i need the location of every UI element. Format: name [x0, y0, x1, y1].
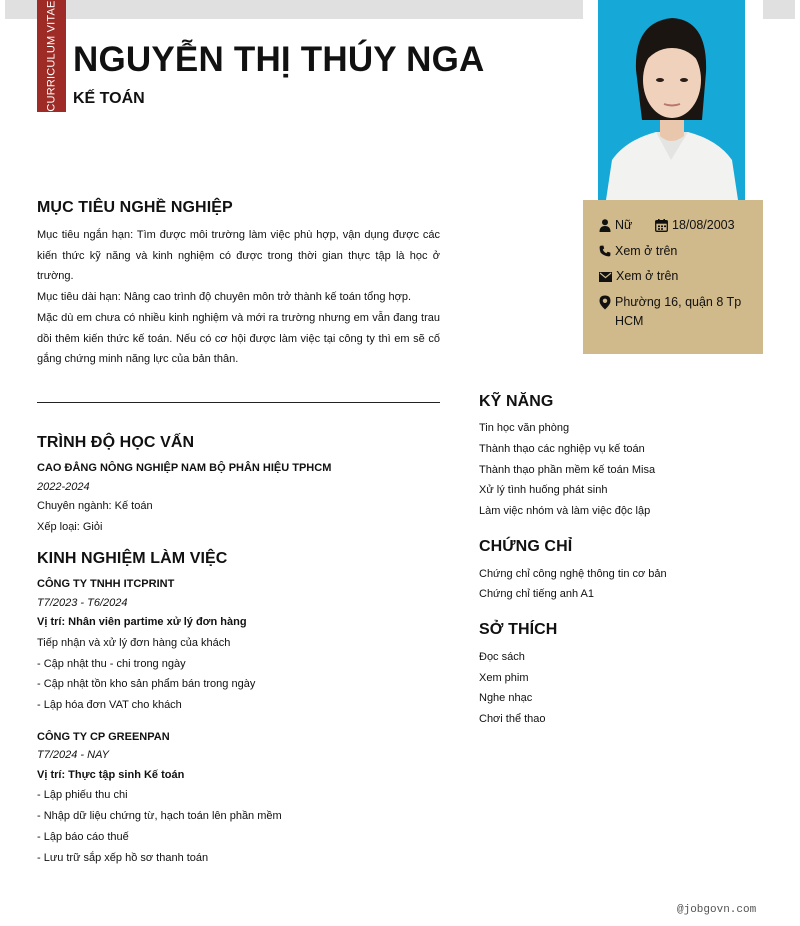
top-band-left — [5, 0, 583, 19]
birthday-row — [655, 216, 735, 235]
job-2-duty: - Lưu trữ sắp xếp hồ sơ thanh toán — [37, 852, 209, 864]
email-value: Xem ở trên — [616, 269, 679, 283]
phone-value: Xem ở trên — [615, 244, 678, 258]
address-value — [615, 293, 741, 331]
job-1-duty: Tiếp nhận và xử lý đơn hàng của khách — [37, 637, 231, 649]
job-2-company: CÔNG TY CP GREENPAN — [37, 731, 170, 743]
objective-title: MỤC TIÊU NGHỀ NGHIỆP — [37, 199, 233, 216]
job-2-duty: - Nhập dữ liệu chứng từ, hạch toán lên phần mềm — [37, 810, 282, 822]
phone-row — [599, 242, 677, 261]
calendar-icon — [655, 219, 668, 232]
objective-paragraph-long-term: Mục tiêu dài hạn: Nâng cao trình độ chuyên môn trở thành kế toán tổng hợp. — [37, 291, 411, 303]
address-line-2: HCM — [615, 314, 644, 328]
objective-paragraph-short-term: Mục tiêu ngắn hạn: Tìm được môi trường làm việc phù hợp, vận dụng được các kiến thức kỹ năng và kinh nghiệm có được trong thời gian thực tập là học ở trường. — [37, 229, 440, 283]
education-major: Chuyên ngành: Kế toán — [37, 500, 153, 512]
job-2-period: T7/2024 - NAY — [37, 749, 109, 761]
certificate-item: Chứng chỉ tiếng anh A1 — [479, 588, 595, 600]
education-school: CAO ĐẲNG NÔNG NGHIỆP NAM BỘ PHÂN HIỆU TPHCM — [37, 462, 332, 474]
birthday-value: 18/08/2003 — [672, 218, 735, 232]
job-2-duty: - Lập báo cáo thuế — [37, 831, 129, 843]
location-pin-icon — [599, 295, 611, 310]
education-rank: Xếp loại: Giỏi — [37, 521, 103, 533]
email-row — [599, 267, 678, 286]
skill-item: Thành thạo các nghiệp vụ kế toán — [479, 443, 645, 455]
phone-icon — [599, 245, 611, 257]
job-1-duty: - Cập nhật thu - chi trong ngày — [37, 658, 186, 670]
hobby-item: Xem phim — [479, 672, 529, 684]
hobby-item: Đọc sách — [479, 651, 525, 663]
address-line-1: Phường 16, quận 8 Tp — [615, 295, 742, 309]
contact-info-box — [583, 200, 763, 354]
skill-item: Tin học văn phòng — [479, 422, 570, 434]
objective-paragraph-commitment: Mặc dù em chưa có nhiều kinh nghiệm và mới ra trường nhưng em vẫn đang trau dồi thêm kiến thức kế toán. Nếu có cơ hội được làm việc tại công ty thì em sẽ cố gắng chứng minh năng lực của bản thân. — [37, 312, 440, 366]
address-row — [599, 293, 741, 331]
curriculum-vitae-tab — [37, 0, 66, 112]
education-period: 2022-2024 — [37, 481, 90, 493]
job-1-period: T7/2023 - T6/2024 — [37, 597, 128, 609]
job-2-duty: - Lập phiếu thu chi — [37, 789, 128, 801]
gender-value: Nữ — [615, 218, 633, 232]
skill-item: Làm việc nhóm và làm việc độc lập — [479, 505, 651, 517]
person-icon — [599, 219, 611, 232]
hobbies-title: SỞ THÍCH — [479, 621, 558, 638]
curriculum-vitae-label: CURRICULUM VITAE — [45, 0, 58, 112]
profile-photo — [598, 0, 745, 200]
education-title: TRÌNH ĐỘ HỌC VẤN — [37, 434, 195, 451]
job-1-duty: - Lập hóa đơn VAT cho khách — [37, 699, 182, 711]
top-band-right — [763, 0, 795, 19]
job-1-position: Vị trí: Nhân viên partime xử lý đơn hàng — [37, 616, 247, 628]
section-divider — [37, 402, 440, 403]
gender-row — [599, 216, 632, 235]
hobby-item: Chơi thể thao — [479, 713, 546, 725]
certificate-item: Chứng chỉ công nghệ thông tin cơ bản — [479, 568, 667, 580]
portrait-illustration — [598, 0, 745, 200]
job-2-position: Vị trí: Thực tập sinh Kế toán — [37, 769, 185, 781]
candidate-name: NGUYỄN THỊ THÚY NGA — [73, 40, 485, 79]
skill-item: Thành thạo phần mềm kế toán Misa — [479, 464, 656, 476]
skills-title: KỸ NĂNG — [479, 393, 554, 410]
experience-title: KINH NGHIỆM LÀM VIỆC — [37, 550, 228, 567]
job-1-duty: - Cập nhật tồn kho sản phẩm bán trong ngày — [37, 678, 256, 690]
candidate-role: KẾ TOÁN — [73, 90, 145, 107]
job-1-company: CÔNG TY TNHH ITCPRINT — [37, 578, 175, 590]
certificates-title: CHỨNG CHỈ — [479, 538, 573, 555]
watermark: @jobgovn.com — [677, 904, 757, 916]
hobby-item: Nghe nhạc — [479, 692, 533, 704]
skill-item: Xử lý tình huống phát sinh — [479, 484, 608, 496]
envelope-icon — [599, 272, 612, 282]
